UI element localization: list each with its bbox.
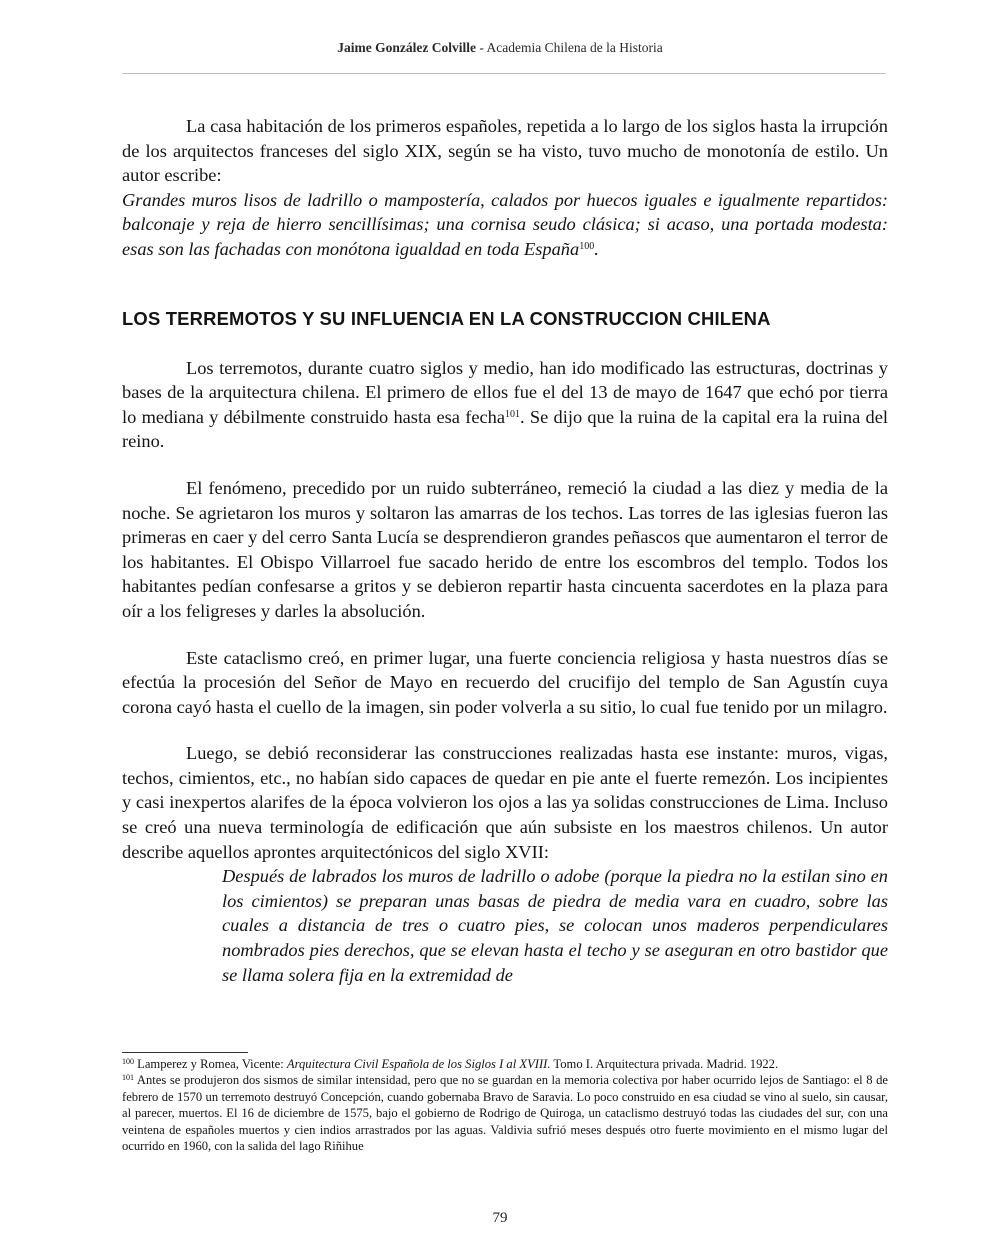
quote-1-text: Grandes muros lisos de ladrillo o mampostería, calados por huecos iguales e igualmente repartidos: balconaje y reja de hierro sencillísimas; una cornisa seudo clásica; si acaso, una portada modesta: esas son las fachadas con monótona igualdad en toda España — [122, 189, 888, 259]
footnote-divider — [122, 1052, 248, 1053]
footnote-100-pre: Lamperez y Romea, Vicente: — [134, 1057, 287, 1071]
paragraph-3: El fenómeno, precedido por un ruido subterráneo, remeció la ciudad a las diez y media de la noche. Se agrietaron los muros y soltaron las amarras de los techos. Las torres de las iglesias fueron las primeras en caer y del cerro Santa Lucía se desprendieron grandes peñascos que aumentaron el terror de los habitantes. El Obispo Villarroel fue sacado herido de entre los escombros del templo. Todos los habitantes pedían confesarse a gritos y se debieron repartir hasta cincuenta sacerdotes en la plaza para oír a los feligreses y darles la absolución. — [122, 477, 888, 621]
footnote-100 — [122, 1056, 888, 1072]
paragraph-2 — [122, 356, 888, 454]
page-number: 79 — [492, 1210, 508, 1226]
footnote-ref-101[interactable]: 101 — [505, 408, 521, 420]
block-quote-2: Después de labrados los muros de ladrillo o adobe (porque la piedra no la estilan sino en los cimientos) se preparan unas basas de piedra de media vara en cuadro, sobre las cuales a distancia de tres o cuatro pies, se colocan unos maderos perpendiculares nombrados pies derechos, que se elevan hasta el techo y se aseguran en otro bastidor que se llama solera fija en la extremidad de — [222, 866, 888, 985]
paragraph-2-text-a: Los terremotos, durante cuatro siglos y medio, han ido modificado las estructuras, doctrinas y bases de la arquitectura chilena. El primero de ellos fue el del 13 de mayo de 1647 que echó por tierra lo mediana y débilmente construido hasta esa fecha — [122, 357, 888, 427]
paragraph-4: Este cataclismo creó, en primer lugar, una fuerte conciencia religiosa y hasta nuestros días se efectúa la procesión del Señor de Mayo en recuerdo del crucifijo del templo de San Agustín cuya corona cayó hasta el cuello de la imagen, sin poder volverla a su sitio, lo cual fue tenido por un milagro. — [122, 647, 888, 717]
section-heading: LOS TERREMOTOS Y SU INFLUENCIA EN LA CONSTRUCCION CHILENA — [122, 307, 771, 329]
header-separator: - — [476, 40, 487, 55]
header-institution: Academia Chilena de la Historia — [486, 40, 663, 55]
footnote-101-marker: 101 — [122, 1073, 134, 1083]
footnote-100-title: Arquitectura Civil Española de los Siglos I al XVIII. — [286, 1057, 551, 1071]
footnote-101 — [122, 1072, 888, 1154]
footnotes — [122, 1056, 888, 1154]
paragraph-5: Luego, se debió reconsiderar las construcciones realizadas hasta ese instante: muros, vigas, techos, cimientos, etc., no habían sido capaces de quedar en pie ante el fuerte remezón. Los incipientes y casi inexpertos alarifes de la época volvieron los ojos a las ya solidas construcciones de Lima. Incluso se creó una nueva terminología de edificación que aún subsiste en los maestros chilenos. Un autor describe aquellos aprontes arquitectónicos del siglo XVII: — [122, 743, 888, 862]
footnote-100-marker: 100 — [122, 1057, 134, 1066]
paragraph-2-text-b: . Se dijo que la ruina de la capital era la ruina del reino. — [122, 406, 888, 452]
paragraph-1: La casa habitación de los primeros españoles, repetida a lo largo de los siglos hasta la irrupción de los arquitectos franceses del siglo XIX, según se ha visto, tuvo mucho de monotonía de estilo. Un autor escribe: — [122, 116, 888, 186]
block-quote-1: Grandes muros lisos de ladrillo o mampostería, calados por huecos iguales e igualmente repartidos: balconaje y reja de hierro sencillísimas; una cornisa seudo clásica; si acaso, una portada modesta: esas son las fachadas con monótona igualdad en toda España$^{100}$. — [122, 189, 888, 259]
header-divider — [122, 73, 886, 74]
header-author: Jaime González Colville — [337, 40, 476, 55]
running-header — [0, 40, 1000, 56]
main-text — [122, 114, 888, 987]
footnote-ref-100[interactable]: 100 — [579, 240, 595, 252]
footnote-100-post: Tomo I. Arquitectura privada. Madrid. 1922. — [550, 1057, 779, 1071]
footnote-101-text: Antes se produjeron dos sismos de similar intensidad, pero que no se guardan en la memoria colectiva por haber ocurrido lejos de Santiago: el 8 de febrero de 1570 un terremoto destruyó Concepción, cuando gobernaba Bravo de Saravia. Lo poco construido en esa ciudad se vino al suelo, sin causar, al parecer, muertos. El 16 de diciembre de 1575, bajo el gobierno de Rodrigo de Quiroga, un cataclismo destruyó todas las ciudades del sur, con una veintena de españoles muertos y cien indios arrastrados por las aguas. Valdivia sufrió meses después otro fuerte movimiento en el mismo lugar del ocurrido en 1960, con la salida del lago Riñihue — [122, 1073, 888, 1154]
